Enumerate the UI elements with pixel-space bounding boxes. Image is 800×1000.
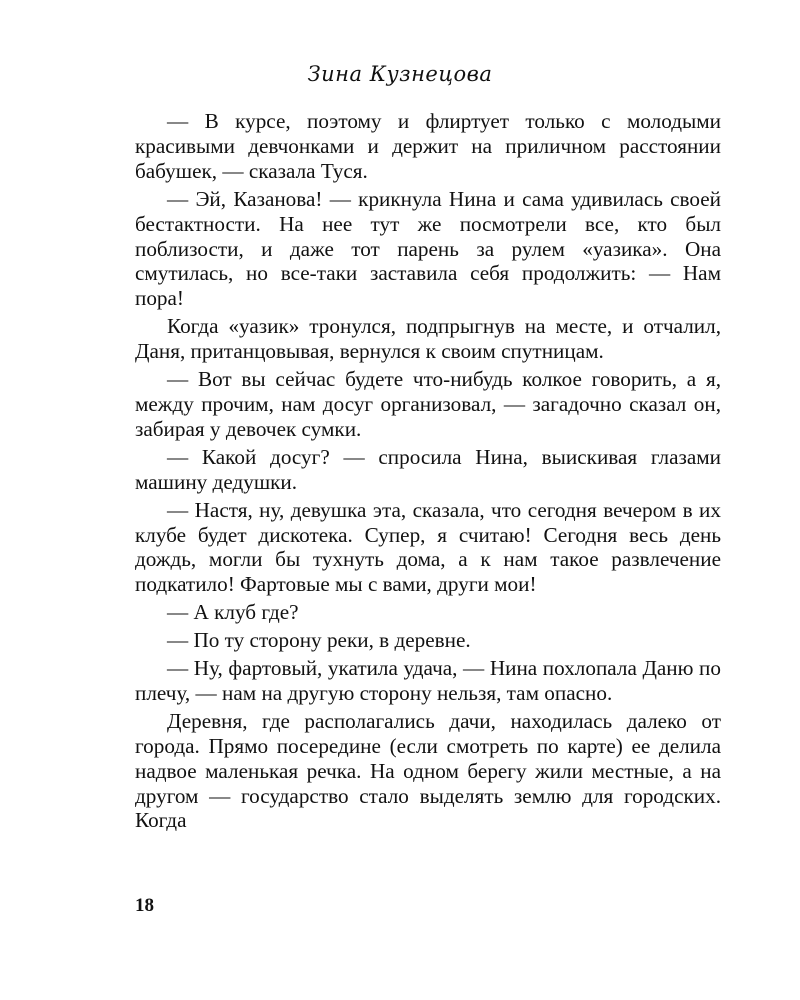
paragraph: — Настя, ну, девушка эта, сказала, что сегодня вечером в их клубе будет дискотека. Супер, я считаю! Сегодня весь день дождь, могли бы тухнуть дома, а к нам такое развлечение подкатило! Фартовые мы с вами, други мои! [135,497,721,597]
paragraph: — По ту сторону реки, в деревне. [167,628,471,653]
paragraph: — А клуб где? [167,600,299,625]
body-text [135,109,721,833]
page-number: 18 [135,895,154,916]
running-head-author: Зина Кузнецова [307,62,493,86]
paragraph: Деревня, где располагались дачи, находилась далеко от города. Прямо посередине (если смотреть по карте) ее делила надвое маленькая речка. На одном берегу жили местные, а на другом — государство стало выделять землю для городских. Когда [135,708,721,833]
paragraph: — Эй, Казанова! — крикнула Нина и сама удивилась своей бестактности. На нее тут же посмотрели все, кто был поблизости, и даже тот парень за рулем «уазика». Она смутилась, но все-таки заставила себя продолжить: — Нам пора! [135,186,721,311]
paragraph: — В курсе, поэтому и флиртует только с молодыми красивыми девчонками и держит на приличном расстоянии бабушек, — сказала Туся. [135,109,721,183]
paragraph: — Ну, фартовый, укатила удача, — Нина похлопала Даню по плечу, — нам на другую сторону нельзя, там опасно. [135,656,721,705]
paragraph: Когда «уазик» тронулся, подпрыгнув на месте, и отчалил, Даня, пританцовывая, вернулся к своим спутницам. [135,314,721,364]
paragraph: — Вот вы сейчас будете что-нибудь колкое говорить, а я, между прочим, нам досуг организовал, — загадочно сказал он, забирая у девочек сумки. [135,367,721,441]
paragraph: — Какой досуг? — спросила Нина, выискивая глазами машину дедушки. [135,444,721,494]
